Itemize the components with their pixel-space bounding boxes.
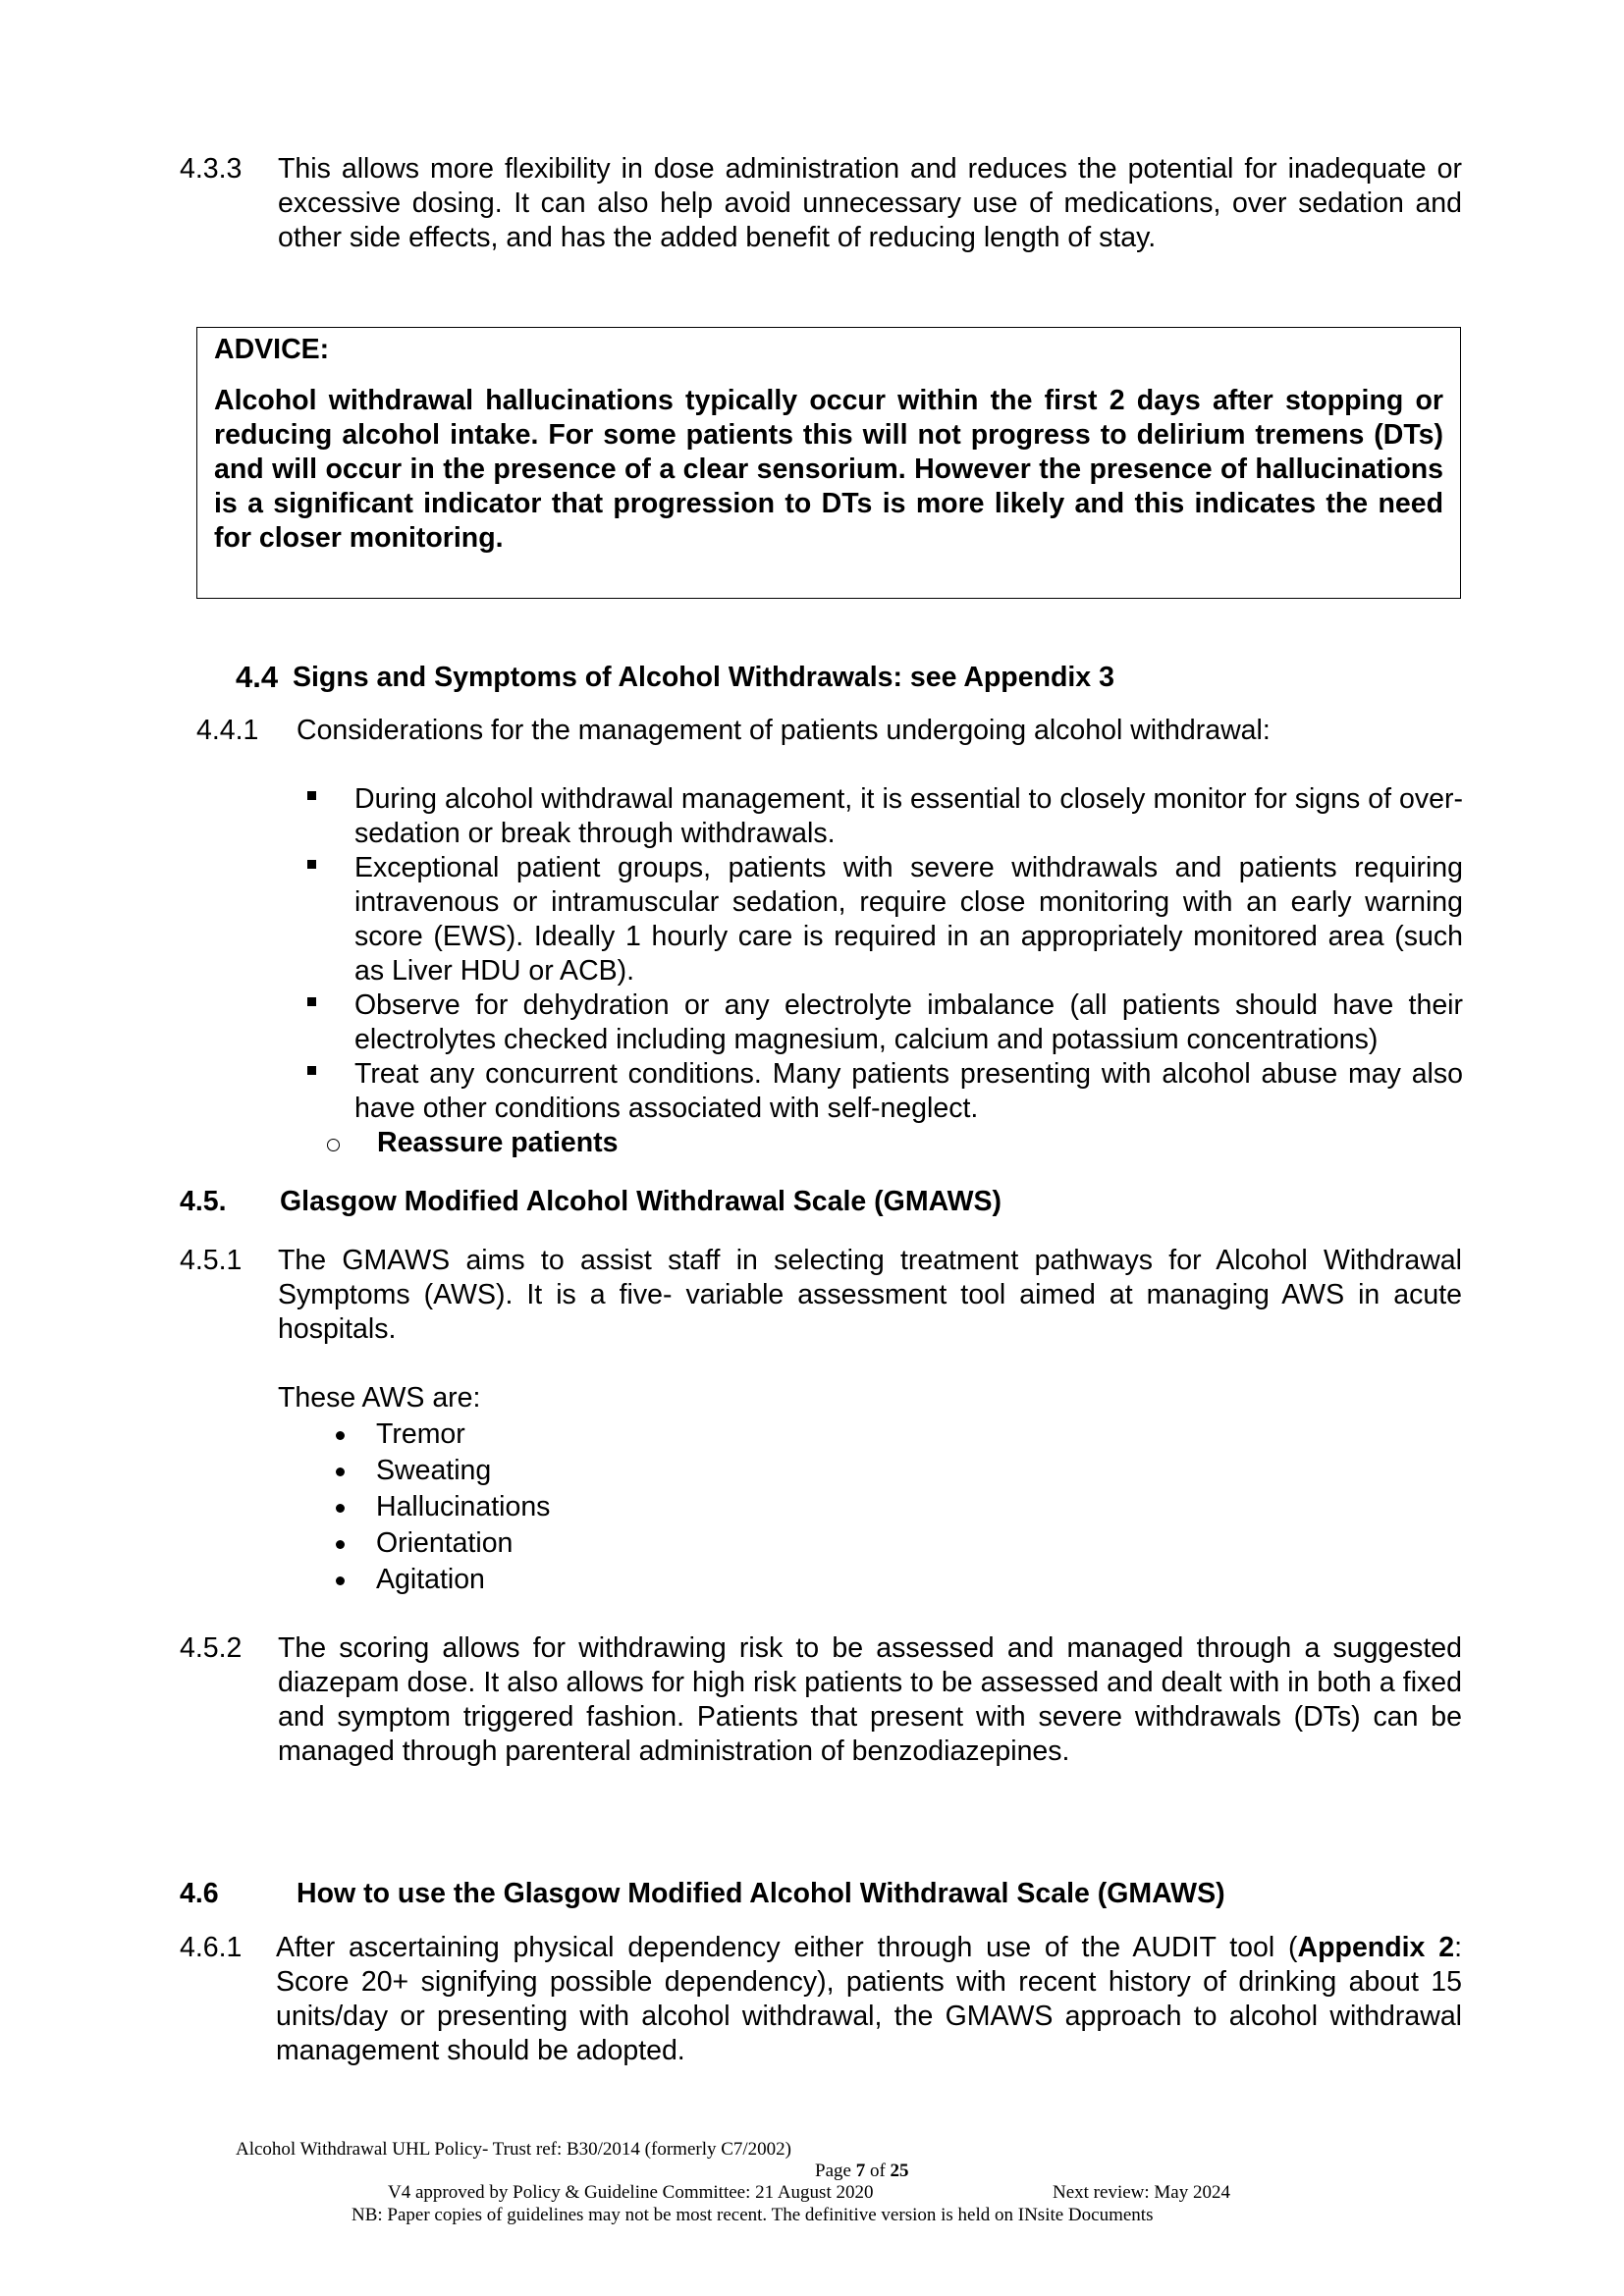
footer-policy-ref: Alcohol Withdrawal UHL Policy- Trust ref: B30/2014 (formerly C7/2002) — [236, 2139, 792, 2160]
paragraph-4-6-1 — [276, 1931, 1462, 2068]
footer-page-total: 25 — [890, 2161, 909, 2181]
bullet-item-3: Observe for dehydration or any electrolyte imbalance (all patients should have their electrolytes checked including magnesium, calcium and potassium concentrations) — [354, 989, 1463, 1055]
section-number-4-6-1: 4.6.1 — [180, 1932, 243, 1963]
section-number-4-6: 4.6 — [180, 1878, 219, 1909]
advice-box — [196, 327, 1461, 599]
bullet-dot-icon — [336, 1504, 345, 1513]
bullet-item-4: Treat any concurrent conditions. Many patients presenting with alcohol abuse may also have other conditions associated with self-neglect. — [354, 1058, 1463, 1124]
bullet-dot-icon — [336, 1468, 345, 1476]
paragraph-4-4-1: Considerations for the management of patients undergoing alcohol withdrawal: — [297, 715, 1271, 746]
footer-next-review: Next review: May 2024 — [1053, 2182, 1230, 2203]
heading-4-6: How to use the Glasgow Modified Alcohol Withdrawal Scale (GMAWS) — [297, 1878, 1225, 1909]
aws-item-sweating: Sweating — [376, 1455, 492, 1486]
section-number-4-5: 4.5. — [180, 1186, 227, 1217]
paragraph-4-6-1-text-a: After ascertaining physical dependency either through use of the AUDIT tool ( — [276, 1932, 1298, 1963]
aws-item-agitation: Agitation — [376, 1564, 485, 1595]
bullet-dot-icon — [336, 1540, 345, 1549]
footer-note: NB: Paper copies of guidelines may not be most recent. The definitive version is held on INsite Documents — [352, 2205, 1154, 2225]
footer-page-number — [815, 2160, 909, 2182]
footer-page-current: 7 — [855, 2161, 866, 2181]
bullet-dot-icon — [336, 1576, 345, 1585]
bullet-item-1: During alcohol withdrawal management, it is essential to closely monitor for signs of over-sedation or break through withdrawals. — [354, 783, 1463, 849]
advice-text: Alcohol withdrawal hallucinations typically occur within the first 2 days after stopping or reducing alcohol intake. For some patients this will not progress to delirium tremens (DTs) and will occur in the presence of a clear sensorium. However the presence of hallucinations is a significant indicator that progression to DTs is more likely and this indicates the need for closer monitoring. — [214, 385, 1443, 554]
aws-item-tremor: Tremor — [376, 1418, 465, 1450]
paragraph-4-5-2: The scoring allows for withdrawing risk to be assessed and managed through a suggested diazepam dose. It also allows for high risk patients to be assessed and dealt with in both a fixed and symptom triggered fashion. Patients that present with severe withdrawals (DTs) can be managed through parenteral administration of benzodiazepines. — [278, 1632, 1462, 1767]
footer-approved: V4 approved by Policy & Guideline Committee: 21 August 2020 — [388, 2182, 874, 2203]
paragraph-4-6-1-text-b: : Score 20+ signifying possible dependency), patients with recent history of drinking about 15 units/day or presenting with alcohol withdrawal, the GMAWS approach to alcohol withdrawal management should be adopted. — [276, 1932, 1462, 2066]
section-number-4-5-2: 4.5.2 — [180, 1632, 243, 1664]
appendix-2-reference: Appendix 2 — [1297, 1932, 1455, 1963]
bullet-item-2: Exceptional patient groups, patients with severe withdrawals and patients requiring intravenous or intramuscular sedation, require close monitoring with an early warning score (EWS). Ideally 1 hourly care is required in an appropriately monitored area (such as Liver HDU or ACB). — [354, 852, 1463, 987]
square-bullet-icon — [307, 997, 316, 1006]
footer-of-word: of — [869, 2161, 886, 2181]
aws-list-intro: These AWS are: — [278, 1382, 481, 1414]
heading-4-4: Signs and Symptoms of Alcohol Withdrawals: see Appendix 3 — [293, 662, 1114, 693]
circle-bullet-icon — [327, 1139, 340, 1151]
aws-item-hallucinations: Hallucinations — [376, 1491, 551, 1522]
section-number-4-3-3: 4.3.3 — [180, 153, 243, 185]
heading-4-5: Glasgow Modified Alcohol Withdrawal Scale (GMAWS) — [280, 1186, 1001, 1217]
paragraph-4-3-3: This allows more flexibility in dose administration and reduces the potential for inadequate or excessive dosing. It can also help avoid unnecessary use of medications, over sedation and other side effects, and has the added benefit of reducing length of stay. — [278, 153, 1462, 253]
square-bullet-icon — [307, 791, 316, 800]
bullet-dot-icon — [336, 1431, 345, 1440]
footer-page-word: Page — [815, 2161, 851, 2181]
sub-bullet-reassure: Reassure patients — [377, 1127, 619, 1158]
section-number-4-5-1: 4.5.1 — [180, 1245, 243, 1276]
square-bullet-icon — [307, 1066, 316, 1075]
square-bullet-icon — [307, 860, 316, 869]
section-number-4-4: 4.4 — [236, 660, 279, 694]
paragraph-4-5-1: The GMAWS aims to assist staff in selecting treatment pathways for Alcohol Withdrawal Symptoms (AWS). It is a five- variable assessment tool aimed at managing AWS in acute hospitals. — [278, 1245, 1462, 1345]
section-number-4-4-1: 4.4.1 — [196, 715, 259, 746]
advice-heading: ADVICE: — [214, 334, 330, 365]
aws-item-orientation: Orientation — [376, 1527, 514, 1559]
